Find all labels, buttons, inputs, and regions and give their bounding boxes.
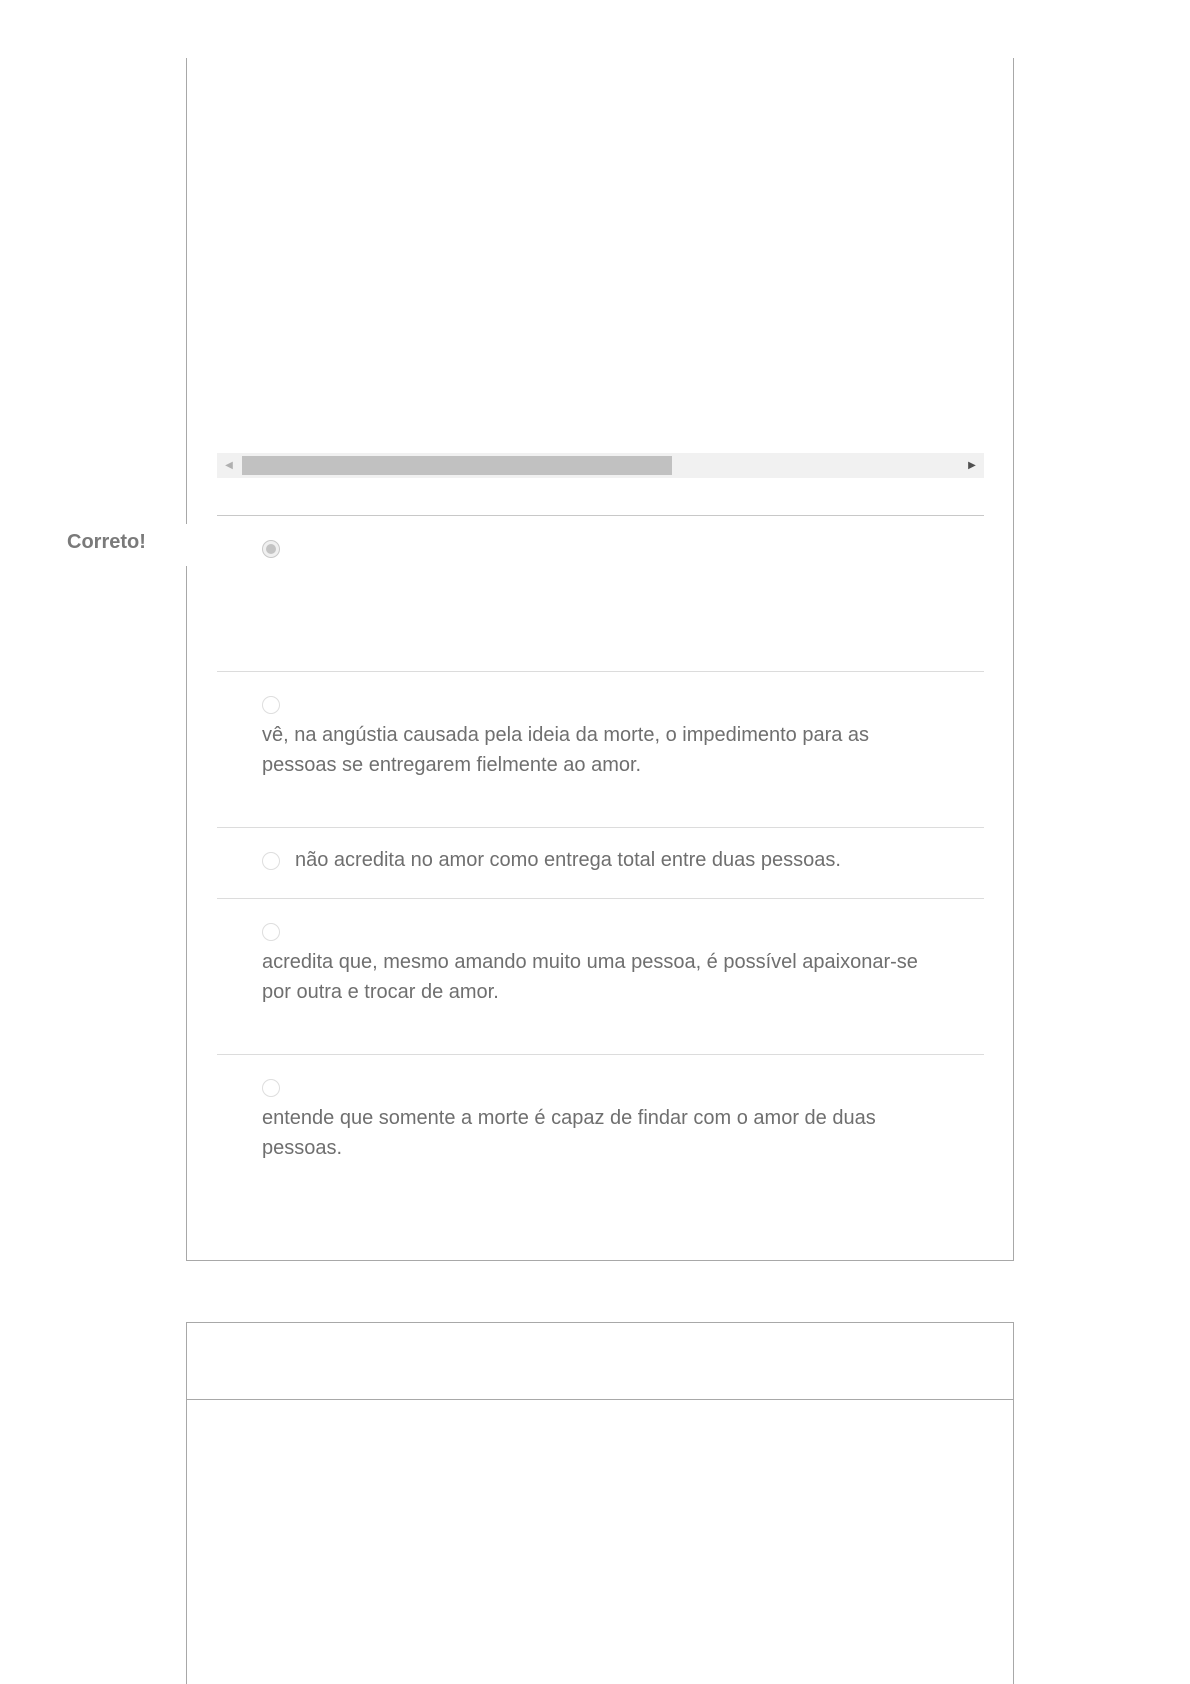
answer-option-5[interactable] bbox=[217, 1054, 984, 1234]
answer-option-1[interactable] bbox=[217, 515, 984, 671]
answer-text-3: não acredita no amor como entrega total entre duas pessoas. bbox=[295, 849, 841, 871]
answer-text-5: entende que somente a morte é capaz de findar com o amor de duas pessoas. bbox=[262, 1107, 876, 1159]
answer-option-3[interactable] bbox=[217, 827, 984, 898]
scroll-thumb[interactable] bbox=[242, 456, 672, 475]
answer-option-2[interactable] bbox=[217, 671, 984, 827]
correct-label: Correto! bbox=[67, 531, 146, 553]
answer-list bbox=[217, 515, 984, 1234]
answer-radio-1[interactable] bbox=[262, 540, 280, 558]
question-panel bbox=[186, 58, 1014, 1261]
answer-option-4[interactable] bbox=[217, 898, 984, 1054]
answer-radio-3[interactable] bbox=[262, 852, 280, 870]
horizontal-scrollbar[interactable] bbox=[217, 453, 984, 478]
panel-border-gap bbox=[185, 524, 188, 566]
next-question-header-divider bbox=[187, 1399, 1013, 1400]
answer-radio-4[interactable] bbox=[262, 923, 280, 941]
answer-text-4: acredita que, mesmo amando muito uma pessoa, é possível apaixonar-se por outra e trocar de amor. bbox=[262, 951, 918, 1003]
next-question-panel bbox=[186, 1322, 1014, 1684]
answer-radio-5[interactable] bbox=[262, 1079, 280, 1097]
scroll-left-arrow-icon[interactable]: ◀ bbox=[225, 460, 233, 471]
answer-text-2: vê, na angústia causada pela ideia da morte, o impedimento para as pessoas se entregarem fielmente ao amor. bbox=[262, 724, 870, 776]
answer-radio-2[interactable] bbox=[262, 696, 280, 714]
scroll-right-arrow-icon[interactable]: ▶ bbox=[968, 460, 976, 471]
